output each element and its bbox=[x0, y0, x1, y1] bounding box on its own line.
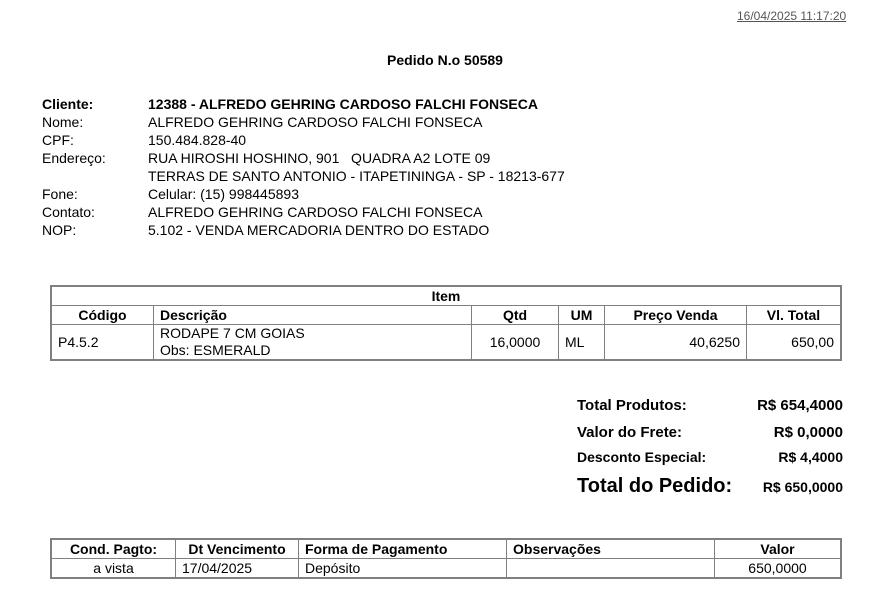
field-label: Contato: bbox=[42, 204, 95, 220]
client-row-contato bbox=[42, 203, 565, 221]
field-label bbox=[42, 167, 148, 185]
cell-observacoes bbox=[507, 559, 715, 579]
field-label: Nome: bbox=[42, 114, 84, 130]
total-pedido-row bbox=[577, 475, 843, 498]
payments-header-row bbox=[51, 539, 841, 559]
totals-summary bbox=[577, 397, 843, 498]
print-timestamp: 16/04/2025 11:17:20 bbox=[737, 9, 847, 23]
col-codigo: Código bbox=[51, 306, 154, 325]
total-pedido-label: Total do Pedido: bbox=[577, 475, 733, 497]
client-row-cliente bbox=[42, 95, 565, 113]
client-row-fone bbox=[42, 185, 565, 203]
desconto-value: R$ 4,4000 bbox=[778, 449, 843, 465]
col-descricao: Descrição bbox=[154, 306, 472, 325]
field-label: NOP: bbox=[42, 222, 77, 238]
field-label: Cliente: bbox=[42, 96, 94, 112]
items-header-row bbox=[51, 306, 841, 325]
field-value: TERRAS DE SANTO ANTONIO - ITAPETININGA - SP - 18213-677 bbox=[148, 168, 565, 184]
table-row bbox=[51, 325, 841, 361]
total-produtos-value: R$ 654,4000 bbox=[757, 397, 843, 414]
items-table bbox=[50, 285, 842, 361]
client-row-nop bbox=[42, 221, 565, 239]
valor-frete-value: R$ 0,0000 bbox=[773, 424, 843, 441]
cell-dt-vencimento: 17/04/2025 bbox=[176, 559, 299, 579]
cell-vl-total: 650,00 bbox=[747, 325, 842, 361]
cell-preco-venda: 40,6250 bbox=[605, 325, 747, 361]
page-title: Pedido N.o 50589 bbox=[387, 52, 503, 68]
col-forma-pagamento: Forma de Pagamento bbox=[299, 539, 507, 559]
col-qtd: Qtd bbox=[472, 306, 559, 325]
desconto-row bbox=[577, 449, 843, 475]
field-value: Celular: (15) 998445893 bbox=[148, 186, 299, 202]
col-valor: Valor bbox=[715, 539, 842, 559]
valor-frete-label: Valor do Frete: bbox=[577, 424, 683, 441]
total-produtos-label: Total Produtos: bbox=[577, 397, 687, 414]
field-value: 12388 - ALFREDO GEHRING CARDOSO FALCHI FONSECA bbox=[148, 96, 538, 112]
field-value: RUA HIROSHI HOSHINO, 901 QUADRA A2 LOTE 09 bbox=[148, 150, 491, 166]
field-value: ALFREDO GEHRING CARDOSO FALCHI FONSECA bbox=[148, 114, 483, 130]
client-row-endereco bbox=[42, 149, 565, 167]
field-value: 5.102 - VENDA MERCADORIA DENTRO DO ESTADO bbox=[148, 222, 490, 238]
col-preco-venda: Preço Venda bbox=[605, 306, 747, 325]
field-value: ALFREDO GEHRING CARDOSO FALCHI FONSECA bbox=[148, 204, 483, 220]
col-um: UM bbox=[559, 306, 605, 325]
table-row bbox=[51, 559, 841, 579]
item-description: RODAPE 7 CM GOIAS bbox=[160, 325, 305, 341]
client-row-nome bbox=[42, 113, 565, 131]
col-observacoes: Observações bbox=[507, 539, 715, 559]
cell-um: ML bbox=[559, 325, 605, 361]
col-dt-vencimento: Dt Vencimento bbox=[176, 539, 299, 559]
desconto-label: Desconto Especial: bbox=[577, 449, 707, 465]
client-info bbox=[42, 95, 565, 239]
field-label: Endereço: bbox=[42, 150, 106, 166]
cell-descricao bbox=[154, 325, 472, 361]
item-obs: Obs: ESMERALD bbox=[160, 342, 271, 358]
cell-forma-pagamento: Depósito bbox=[299, 559, 507, 579]
cell-cond-pagto: a vista bbox=[51, 559, 176, 579]
client-row-endereco-2 bbox=[42, 167, 565, 185]
cell-codigo: P4.5.2 bbox=[51, 325, 154, 361]
client-row-cpf bbox=[42, 131, 565, 149]
items-table-title: Item bbox=[51, 286, 841, 306]
field-value: 150.484.828-40 bbox=[148, 132, 247, 148]
col-vl-total: Vl. Total bbox=[747, 306, 842, 325]
valor-frete-row bbox=[577, 424, 843, 449]
total-pedido-value: R$ 650,0000 bbox=[762, 479, 843, 495]
total-produtos-row bbox=[577, 397, 843, 424]
field-label: Fone: bbox=[42, 186, 78, 202]
col-cond-pagto: Cond. Pagto: bbox=[51, 539, 176, 559]
cell-valor: 650,0000 bbox=[715, 559, 842, 579]
field-label: CPF: bbox=[42, 132, 74, 148]
cell-qtd: 16,0000 bbox=[472, 325, 559, 361]
payments-table bbox=[50, 538, 842, 579]
